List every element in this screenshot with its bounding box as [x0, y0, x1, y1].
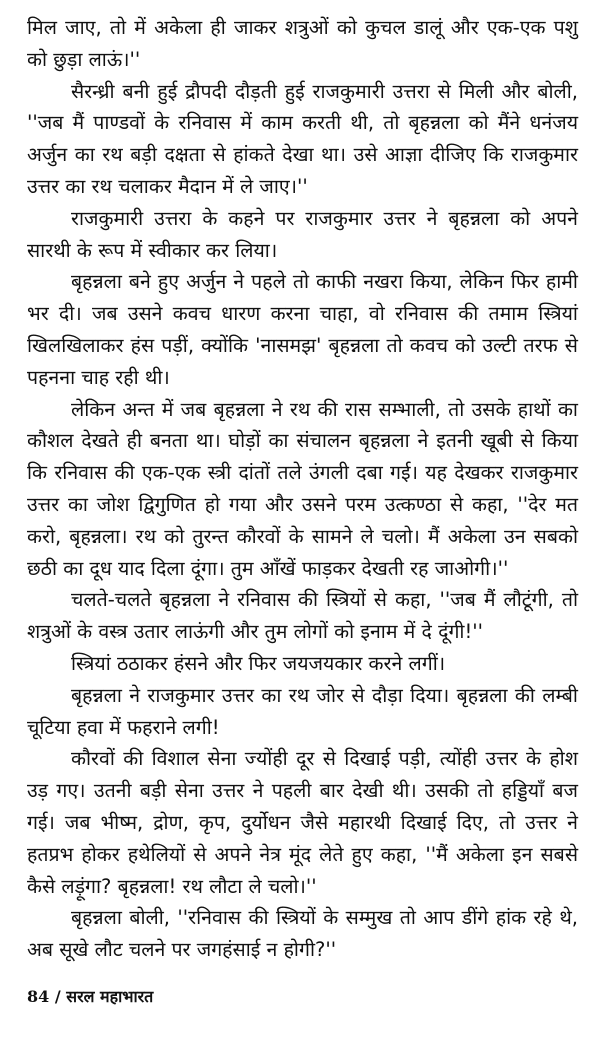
paragraph-7: स्त्रियां ठठाकर हंसने और फिर जयजयकार करने लगीं। — [71, 651, 446, 675]
paragraph-10: बृहन्नला बोली, ''रनिवास की स्त्रियों के सम्मुख तो आप डींगे हांक रहे थे, अब सूखे लौट चलने पर जगहंसाई न होगी?'' — [27, 906, 578, 962]
paragraph-8: बृहन्नला ने राजकुमार उत्तर का रथ जोर से दौड़ा दिया। बृहन्नला की लम्बी चूटिया हवा में फहराने लगी! — [27, 683, 578, 739]
paragraph-4: बृहन्नला बने हुए अर्जुन ने पहले तो काफी नखरा किया, लेकिन फिर हामी भर दी। जब उसने कवच धारण करना चाहा, वो रनिवास की तमाम स्त्रियां खिलखिलाकर हंस पड़ीं, क्योंकि 'नासमझ' बृहन्नला तो कवच को उल्टी तरफ से पहनना चाह रही थी। — [27, 270, 578, 389]
paragraph-9: कौरवों की विशाल सेना ज्योंही दूर से दिखाई पड़ी, त्योंही उत्तर के होश उड़ गए। उतनी बड़ी सेना उत्तर ने पहली बार देखी थी। उसकी तो हड्डियाँ बज गई। जब भीष्म, द्रोण, कृप, दुर्योधन जैसे महारथी दिखाई दिए, तो उत्तर ने हतप्रभ होकर हथेलियों से अपने नेत्र मूंद लेते हुए कहा, ''मैं अकेला इन सबसे कैसे लड़ूंगा? बृहन्नला! रथ लौटा ले चलो।'' — [27, 747, 578, 898]
paragraph-6: चलते-चलते बृहन्नला ने रनिवास की स्त्रियों से कहा, ''जब मैं लौटूंगी, तो शत्रुओं के वस्त्र उतार लाऊंगी और तुम लोगों को इनाम में दे दूंगी!'' — [27, 588, 578, 644]
paragraph-1: मिल जाए, तो में अकेला ही जाकर शत्रुओं को कुचल डालूं और एक-एक पशु को छुड़ा लाऊं।'' — [27, 16, 578, 71]
paragraph-3: राजकुमारी उत्तरा के कहने पर राजकुमार उत्तर ने बृहन्नला को अपने सारथी के रूप में स्वीकार कर लिया। — [27, 206, 578, 262]
page-footer: 84 / सरल महाभारत — [27, 987, 154, 1006]
paragraph-5: लेकिन अन्त में जब बृहन्नला ने रथ की रास सम्भाली, तो उसके हाथों का कौशल देखते ही बनता था। घोड़ों का संचालन बृहन्नला ने इतनी खूबी से किया कि रनिवास की एक-एक स्त्री दांतों तले उंगली दबा गई। यह देखकर राजकुमार उत्तर का जोश द्विगुणित हो गया और उसने परम उत्कण्ठा से कहा, ''देर मत करो, बृहन्नला। रथ को तुरन्त कौरवों के सामने ले चलो। मैं अकेला उन सबको छठी का दूध याद दिला दूंगा। तुम आँखें फाड़कर देखती रह जाओगी।'' — [27, 397, 578, 580]
paragraph-2: सैरन्ध्री बनी हुई द्रौपदी दौड़ती हुई राजकुमारी उत्तरा से मिली और बोली, ''जब मैं पाण्डवों के रनिवास में काम करती थी, तो बृहन्नला को मैंने धनंजय अर्जुन का रथ बड़ी दक्षता से हांकते देखा था। उसे आज्ञा दीजिए कि राजकुमार उत्तर का रथ चलाकर मैदान में ले जाए।'' — [27, 79, 578, 198]
